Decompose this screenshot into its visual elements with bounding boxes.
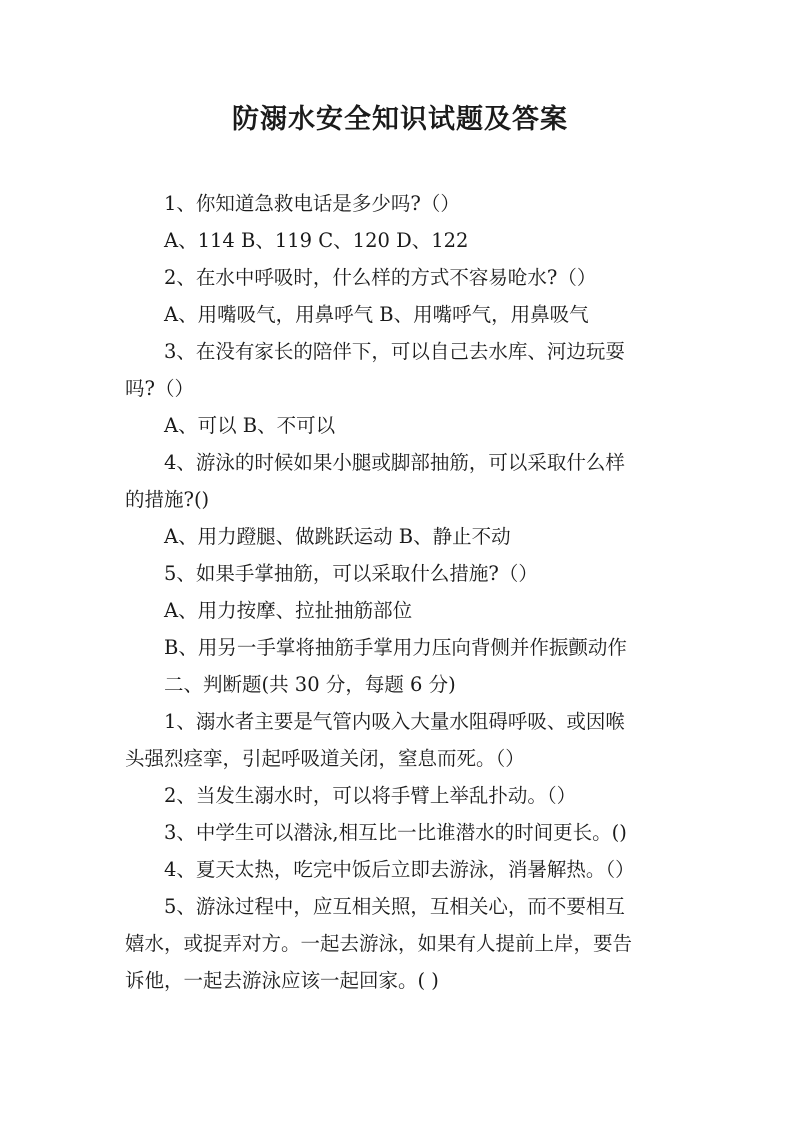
tf-question-4: 4、夏天太热，吃完中饭后立即去游泳，消暑解热。（） <box>164 858 635 881</box>
question-4-line-2: 的措施?() <box>125 488 210 511</box>
question-4-options: A、用力蹬腿、做跳跃运动 B、静止不动 <box>164 525 511 548</box>
question-5: 5、如果手掌抽筋，可以采取什么措施?（） <box>164 562 538 585</box>
question-1: 1、你知道急救电话是多少吗?（） <box>164 192 460 215</box>
question-3-line-1: 3、在没有家长的陪伴下，可以自己去水库、河边玩耍 <box>164 340 625 363</box>
question-1-options: A、114 B、119 C、120 D、122 <box>164 229 469 252</box>
section-heading-true-false: 二、判断题(共 30 分，每题 6 分) <box>164 673 456 696</box>
question-4-line-1: 4、游泳的时候如果小腿或脚部抽筋，可以采取什么样 <box>164 451 625 474</box>
question-5-option-b: B、用另一手掌将抽筋手掌用力压向背侧并作振颤动作 <box>164 636 627 659</box>
question-5-option-a: A、用力按摩、拉扯抽筋部位 <box>164 599 413 622</box>
tf-question-1-line-2: 头强烈痉挛，引起呼吸道关闭，窒息而死。（） <box>125 747 525 770</box>
question-3-options: A、可以 B、不可以 <box>164 414 336 437</box>
tf-question-2: 2、当发生溺水时，可以将手臂上举乱扑动。（） <box>164 784 577 807</box>
document-body <box>125 185 685 999</box>
tf-question-1-line-1: 1、溺水者主要是气管内吸入大量水阻碍呼吸、或因喉 <box>164 710 625 733</box>
tf-question-3: 3、中学生可以潜泳,相互比一比谁潜水的时间更长。() <box>164 821 627 844</box>
question-3-line-2: 吗?（） <box>125 377 194 400</box>
tf-question-5-line-1: 5、游泳过程中，应互相关照，互相关心，而不要相互 <box>164 895 625 918</box>
question-2-options: A、用嘴吸气，用鼻呼气 B、用嘴呼气，用鼻吸气 <box>164 303 589 326</box>
tf-question-5-line-3: 诉他，一起去游泳应该一起回家。( ) <box>125 969 439 992</box>
document-title: 防溺水安全知识试题及答案 <box>232 104 568 135</box>
tf-question-5-line-2: 嬉水，或捉弄对方。一起去游泳，如果有人提前上岸，要告 <box>125 932 633 955</box>
question-2: 2、在水中呼吸时，什么样的方式不容易呛水?（） <box>164 266 597 289</box>
